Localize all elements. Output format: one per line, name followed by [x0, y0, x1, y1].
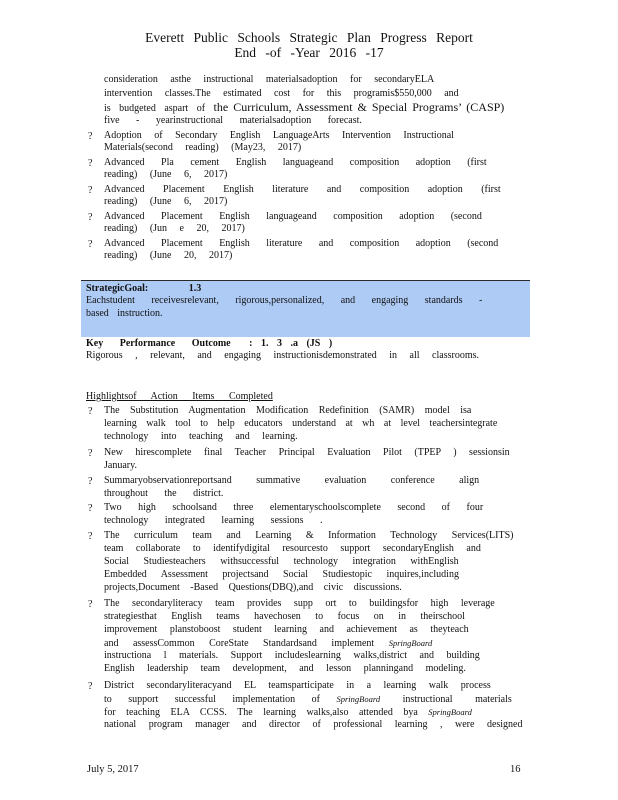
bullet-marker: ? [88, 239, 93, 250]
highlight-line: team collaborate to identifydigital resourcesto support secondaryEnglish and [104, 543, 481, 554]
highlight-line: projects,Document -Based Questions(DBQ),and civic discussions. [104, 582, 402, 593]
adoption-item-line: reading) (June 6, 2017) [104, 196, 228, 207]
bullet-marker: ? [88, 448, 93, 459]
highlight-line: Summaryobservationreportsand summative evaluation conference align [104, 475, 480, 486]
intro-line-3-text: is budgeted aspart of [104, 103, 214, 114]
highlight-text: and assessCommon CoreState Standardsand implement [104, 638, 389, 649]
report-title: Everett Public Schools Strategic Plan Progress Report [145, 30, 473, 45]
bullet-marker: ? [88, 476, 93, 487]
bullet-marker: ? [88, 131, 93, 142]
adoption-item-line: reading) (Jun e 20, 2017) [104, 223, 245, 234]
highlight-line: The Substitution Augmentation Modification Redefinition (SAMR) model isa [104, 405, 472, 416]
highlight-line: technology integrated learning sessions . [104, 515, 323, 526]
highlight-line: instructiona l materials. Support includeslearning walks,district and building [104, 650, 480, 661]
highlight-line [104, 693, 512, 706]
strategic-goal-label: StrategicGoal: [86, 283, 149, 294]
highlight-line: Embedded Assessment projectsand Social Studiestopic inquires,including [104, 569, 459, 580]
highlight-line: improvement planstoboost student learning and achievement as theyteach [104, 624, 469, 635]
adoption-item-line: reading) (June 6, 2017) [104, 169, 228, 180]
highlight-text: instructional materials [380, 694, 512, 705]
strategic-goal-number: 1.3 [188, 283, 202, 294]
highlight-line: strategiesthat English teams havechosen to focus on in theirschool [104, 611, 465, 622]
bullet-marker: ? [88, 531, 93, 542]
key-outcome-code: : 1. 3 .a (JS ) [249, 338, 333, 349]
highlight-line: New hirescomplete final Teacher Principal Evaluation Pilot (TPEP ) sessionsin [104, 447, 510, 458]
springboard-title: SpringBoard [336, 694, 381, 704]
highlights-heading: Highlightsof Action Items Completed [86, 391, 273, 402]
highlight-line [104, 637, 432, 650]
key-outcome-text: Rigorous , relevant, and engaging instructionisdemonstrated in all classrooms. [86, 350, 479, 361]
strategic-goal-text-2: based instruction. [86, 308, 163, 319]
adoption-item-line: Materials(second reading) (May23, 2017) [104, 142, 302, 153]
highlight-line: technology into teaching and learning. [104, 431, 298, 442]
bullet-marker: ? [88, 158, 93, 169]
bullet-marker: ? [88, 503, 93, 514]
highlight-line: January. [104, 460, 137, 471]
strategic-goal-heading [86, 283, 201, 294]
highlight-text: for teaching ELA CCSS. The learning walks,also attended bya [104, 707, 429, 718]
casp-phrase: the Curriculum, Assessment & Special Programs’ (CASP) [213, 100, 505, 114]
adoption-item-line: Advanced Placement English literature and composition adoption (second [104, 238, 499, 249]
bullet-marker: ? [88, 681, 93, 692]
highlight-line: District secondaryliteracyand EL teamsparticipate in a learning walk process [104, 680, 491, 691]
adoption-item-line: Advanced Pla cement English languageand composition adoption (first [104, 157, 487, 168]
footer-date: July 5, 2017 [87, 764, 139, 775]
highlight-line [104, 706, 472, 719]
bullet-marker: ? [88, 185, 93, 196]
key-outcome-label: Key Performance Outcome [86, 338, 231, 349]
strategic-goal-text-1: Eachstudent receivesrelevant, rigorous,personalized, and engaging standards - [86, 295, 483, 306]
bullet-marker: ? [88, 599, 93, 610]
bullet-marker: ? [88, 212, 93, 223]
highlight-line: throughout the district. [104, 488, 224, 499]
page-number: 16 [510, 764, 521, 775]
springboard-title: SpringBoard [388, 638, 433, 648]
adoption-item-line: Advanced Placement English literature and composition adoption (first [104, 184, 501, 195]
highlight-text: to support successful implementation of [104, 694, 337, 705]
bullet-marker: ? [88, 406, 93, 417]
highlight-line: English leadership team development, and lesson planningand modeling. [104, 663, 466, 674]
highlight-line: The curriculum team and Learning & Information Technology Services(LITS) [104, 530, 514, 541]
springboard-title: SpringBoard [428, 707, 472, 717]
adoption-item-line: Advanced Placement English languageand composition adoption (second [104, 211, 482, 222]
highlight-line: learning walk tool to help educators understand at wh at level teachersintegrate [104, 418, 498, 429]
highlight-line: national program manager and director of professional learning , were designed [104, 719, 523, 730]
intro-line-2: intervention classes.The estimated cost for this programis$550,000 and [104, 88, 459, 99]
highlight-line: Two high schoolsand three elementaryschoolscomplete second of four [104, 502, 484, 513]
key-outcome-heading [86, 338, 332, 349]
highlight-line: Social Studiesteachers withsuccessful technology integration withEnglish [104, 556, 459, 567]
highlight-line: The secondaryliteracy team provides supp ort to buildingsfor high leverage [104, 598, 495, 609]
report-subtitle: End -of -Year 2016 -17 [234, 45, 384, 60]
adoption-item-line: reading) (June 20, 2017) [104, 250, 233, 261]
intro-line-1: consideration asthe instructional materialsadoption for secondaryELA [104, 74, 435, 85]
intro-line-3 [104, 101, 504, 115]
adoption-item-line: Adoption of Secondary English LanguageArts Intervention Instructional [104, 130, 454, 141]
intro-line-4: five - yearinstructional materialsadoption forecast. [104, 115, 362, 126]
